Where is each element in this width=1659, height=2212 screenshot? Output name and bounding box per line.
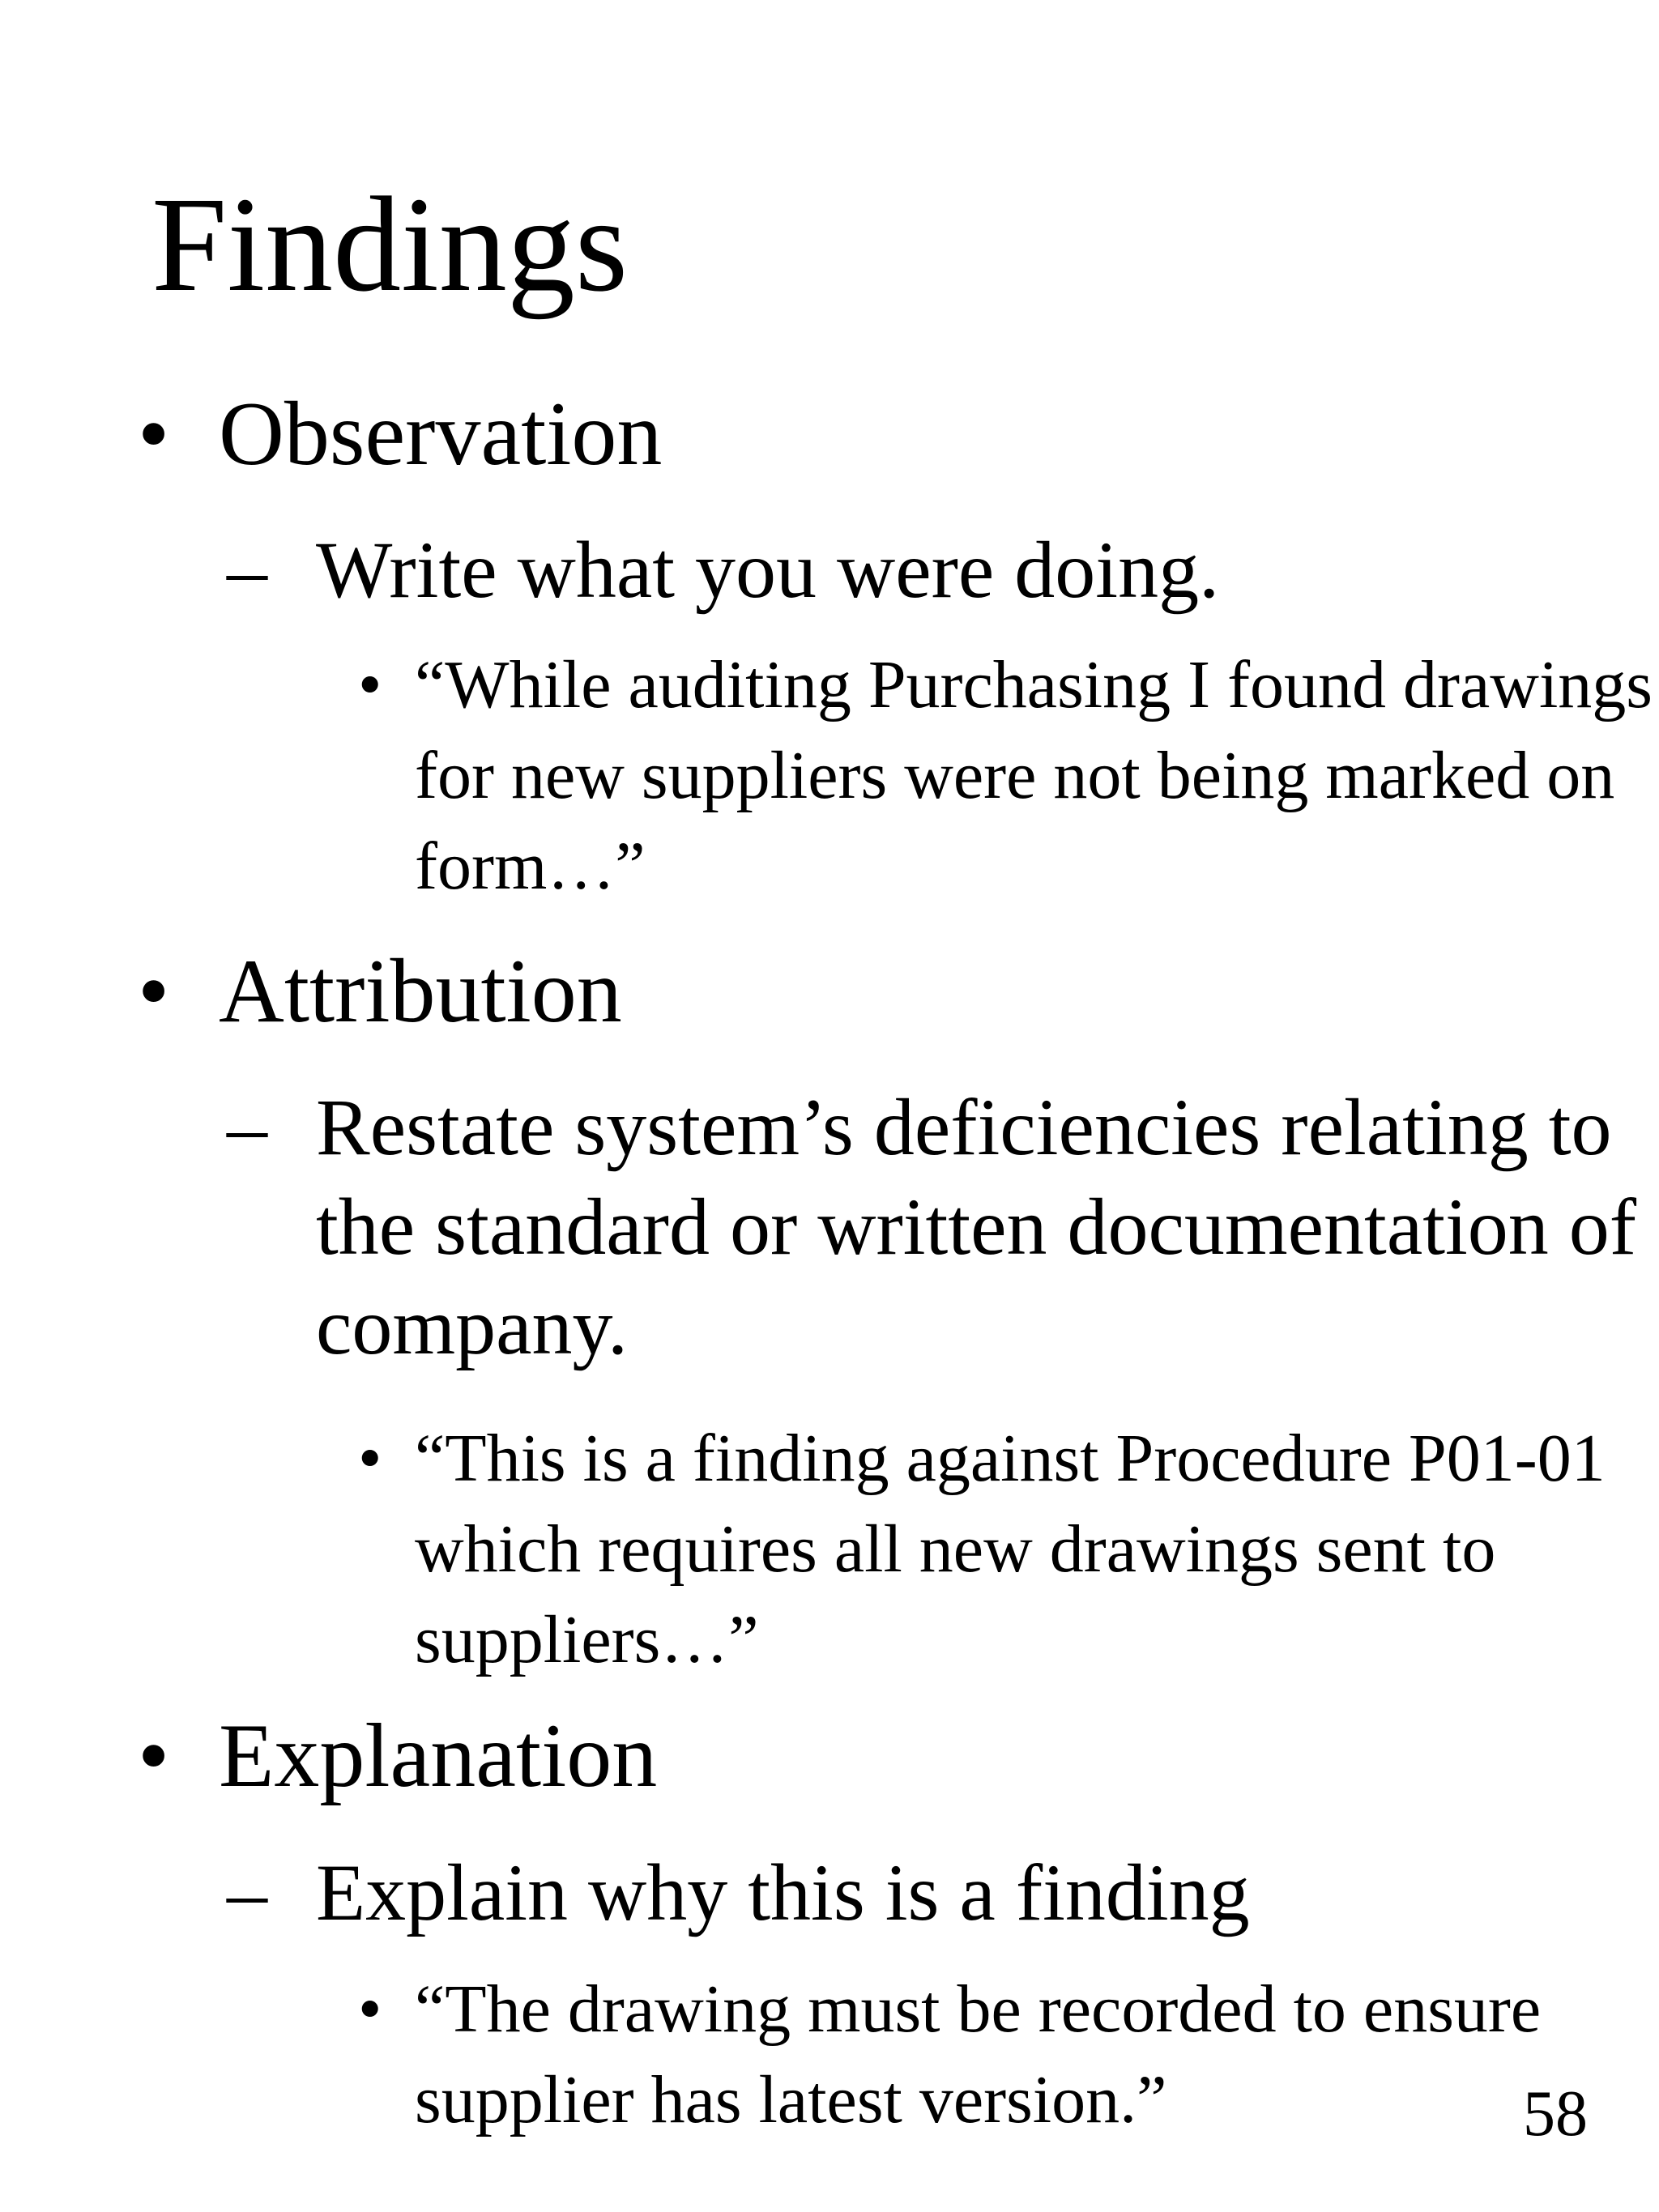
section-example-observation <box>358 640 1659 912</box>
section-sub-observation <box>227 520 1659 620</box>
section-heading-attribution <box>138 941 622 1042</box>
section-sub-text: Write what you were doing. <box>316 525 1220 615</box>
bullet-icon: • <box>138 384 170 484</box>
section-heading-label: Explanation <box>219 1706 658 1806</box>
section-heading-explanation <box>138 1706 658 1806</box>
section-example-text: “This is a finding against Procedure P01-01 which requires all new drawings sent to suppliers…” <box>415 1421 1606 1677</box>
section-sub-attribution <box>227 1077 1659 1376</box>
bullet-icon: • <box>358 1421 382 1496</box>
bullet-icon: • <box>358 1971 382 2047</box>
dash-icon: – <box>227 1082 267 1172</box>
section-example-attribution <box>358 1413 1659 1686</box>
slide-number: 58 <box>1523 2078 1588 2150</box>
section-sub-explanation <box>227 1843 1659 1942</box>
bullet-icon: • <box>138 1706 170 1806</box>
section-heading-label: Observation <box>219 384 663 484</box>
section-example-text: “While auditing Purchasing I found drawings for new suppliers were not being marked on form…” <box>415 647 1653 904</box>
bullet-icon: • <box>138 941 170 1042</box>
section-sub-text: Explain why this is a finding <box>316 1848 1250 1937</box>
section-example-text: “The drawing must be recorded to ensure supplier has latest version.” <box>415 1971 1542 2137</box>
dash-icon: – <box>227 1848 267 1937</box>
section-heading-label: Attribution <box>219 941 622 1042</box>
section-heading-observation <box>138 384 663 484</box>
section-example-explanation <box>358 1964 1659 2150</box>
slide-title: Findings <box>151 169 629 320</box>
dash-icon: – <box>227 525 267 615</box>
section-sub-text: Restate system’s deficiencies relating to the standard or written documentation of company. <box>316 1082 1637 1371</box>
bullet-icon: • <box>358 647 382 722</box>
